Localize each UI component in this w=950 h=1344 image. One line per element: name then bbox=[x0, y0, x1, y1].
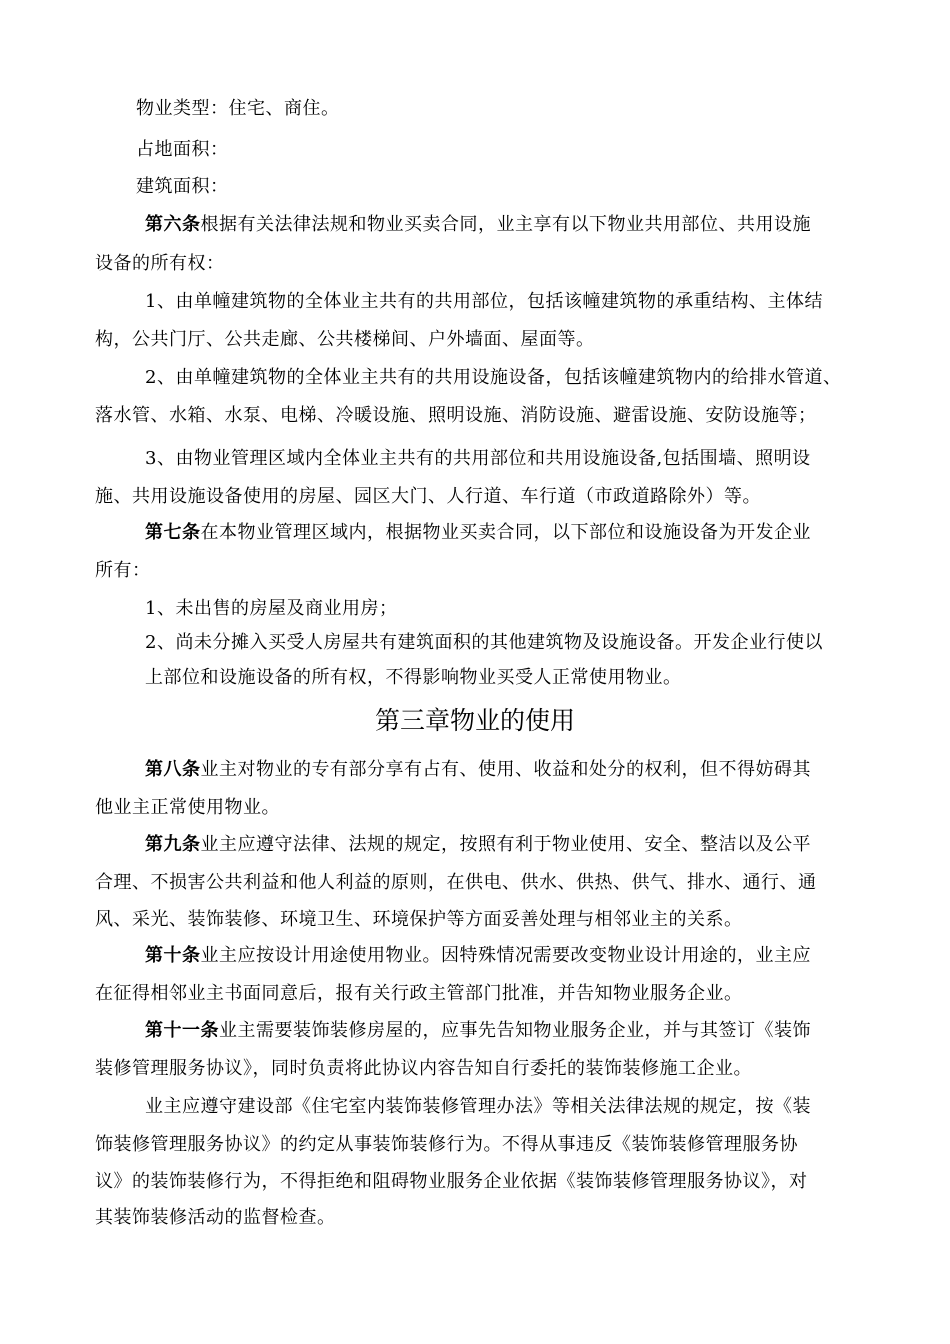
decoration-para-line-1: 业主应遵守建设部《住宅室内装饰装修管理办法》等相关法律法规的规定，按《装 bbox=[145, 1096, 811, 1117]
item-6-3-line-2: 施、共用设施设备使用的房屋、园区大门、人行道、车行道（市政道路除外）等。 bbox=[95, 486, 761, 507]
article-6-line-1: 第六条根据有关法律法规和物业买卖合同，业主享有以下物业共用部位、共用设施 bbox=[145, 214, 811, 235]
land-area-line: 占地面积： bbox=[136, 139, 229, 160]
item-6-2-line-2: 落水管、水箱、水泵、电梯、冷暖设施、照明设施、消防设施、避雷设施、安防设施等； bbox=[95, 405, 817, 426]
article-7-label: 第七条 bbox=[145, 522, 201, 543]
article-11-line-1: 第十一条业主需要装饰装修房屋的，应事先告知物业服务企业，并与其签订《装饰 bbox=[145, 1020, 811, 1041]
article-9-line-1: 第九条业主应遵守法律、法规的规定，按照有利于物业使用、安全、整洁以及公平 bbox=[145, 834, 811, 855]
article-8-label: 第八条 bbox=[145, 759, 201, 780]
item-7-1-line: 1、未出售的房屋及商业用房； bbox=[145, 598, 398, 619]
building-area-line: 建筑面积： bbox=[136, 176, 229, 197]
article-8-line-1: 第八条业主对物业的专有部分享有占有、使用、收益和处分的权利，但不得妨碍其 bbox=[145, 759, 811, 780]
item-6-2-line-1: 2、由单幢建筑物的全体业主共有的共用设施设备，包括该幢建筑物内的给排水管道、 bbox=[145, 367, 842, 388]
article-10-label: 第十条 bbox=[145, 945, 201, 966]
article-6-label: 第六条 bbox=[145, 214, 201, 235]
decoration-para-line-4: 其装饰装修活动的监督检查。 bbox=[95, 1207, 336, 1228]
article-7-line-1: 第七条在本物业管理区域内，根据物业买卖合同，以下部位和设施设备为开发企业 bbox=[145, 522, 811, 543]
article-9-label: 第九条 bbox=[145, 834, 201, 855]
item-6-1-line-1: 1、由单幢建筑物的全体业主共有的共用部位，包括该幢建筑物的承重结构、主体结 bbox=[145, 291, 823, 312]
article-7-line-2: 所有： bbox=[95, 560, 151, 581]
article-10-line-2: 在征得相邻业主书面同意后，报有关行政主管部门批准，并告知物业服务企业。 bbox=[95, 983, 743, 1004]
article-9-line-3: 风、采光、装饰装修、环境卫生、环境保护等方面妥善处理与相邻业主的关系。 bbox=[95, 909, 743, 930]
item-6-3-line-1: 3、由物业管理区域内全体业主共有的共用部位和共用设施设备,包括围墙、照明设 bbox=[145, 448, 811, 469]
article-9-line-2: 合理、不损害公共利益和他人利益的原则，在供电、供水、供热、供气、排水、通行、通 bbox=[95, 872, 817, 893]
item-7-2-line-1: 2、尚未分摊入买受人房屋共有建筑面积的其他建筑物及设施设备。开发企业行使以 bbox=[145, 632, 823, 653]
article-11-line-2: 装修管理服务协议》，同时负责将此协议内容告知自行委托的装饰装修施工企业。 bbox=[95, 1058, 752, 1079]
article-6-line-2: 设备的所有权： bbox=[95, 253, 225, 274]
article-8-line-2: 他业主正常使用物业。 bbox=[95, 797, 280, 818]
chapter-title: 第三章物业的使用 bbox=[374, 706, 575, 735]
article-11-label: 第十一条 bbox=[145, 1020, 219, 1041]
property-type-line: 物业类型：住宅、商住。 bbox=[136, 98, 340, 119]
decoration-para-line-2: 饰装修管理服务协议》的约定从事装饰装修行为。不得从事违反《装饰装修管理服务协 bbox=[95, 1134, 798, 1155]
article-10-line-1: 第十条业主应按设计用途使用物业。因特殊情况需要改变物业设计用途的，业主应 bbox=[145, 945, 811, 966]
item-7-2-line-2: 上部位和设施设备的所有权，不得影响物业买受人正常使用物业。 bbox=[145, 667, 682, 688]
item-6-1-line-2: 构，公共门厅、公共走廊、公共楼梯间、户外墙面、屋面等。 bbox=[95, 329, 595, 350]
decoration-para-line-3: 议》的装饰装修行为，不得拒绝和阻碍物业服务企业依据《装饰装修管理服务协议》，对 bbox=[95, 1171, 808, 1192]
